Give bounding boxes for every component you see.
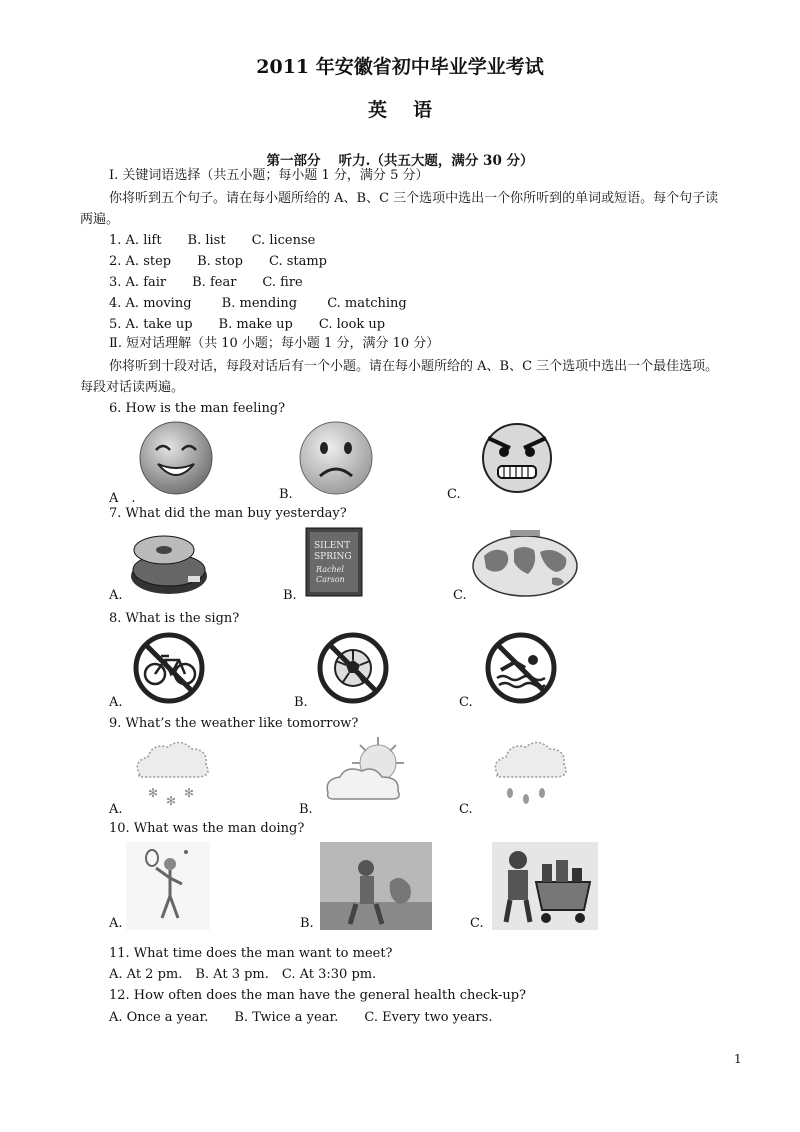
world-map-picture [470, 526, 580, 600]
question-10: 10. What was the man doing? [109, 821, 305, 836]
section-two-instruction-cont: 每段对话读两遍。 [80, 380, 185, 395]
no-football-sign-picture [315, 630, 391, 706]
section-one-instruction-cont: 两遍。 [80, 212, 120, 227]
exam-title: 2011 年安徽省初中毕业学业考试 [256, 56, 544, 78]
snowy-cloud-picture [128, 735, 212, 811]
section-two-title: Ⅱ. 短对话理解（共 10 小题；每小题 1 分，满分 10 分） [109, 336, 440, 351]
svg-text:✻: ✻ [184, 786, 195, 800]
exam-subject: 英语 [367, 99, 458, 121]
q10-option-a-label: A. [109, 916, 123, 931]
q7-option-c-label: C. [453, 588, 467, 603]
section-one-instruction: 你将听到五个句子。请在每小题所给的 A、B、C 三个选项中选出一个你所听到的单词或短语。每个句子读 [109, 191, 719, 206]
q6-option-b-label: B. [279, 487, 293, 502]
q9-option-c-label: C. [459, 802, 473, 817]
section-two-instruction: 你将听到十段对话，每段对话后有一个小题。请在每小题所给的 A、B、C 三个选项中选出一个最佳选项。 [109, 359, 719, 374]
question-2: 2. A. step B. stop C. stamp [109, 254, 328, 269]
shopping-cart-picture [492, 842, 598, 930]
book-picture [304, 526, 364, 598]
happy-face-picture [136, 420, 216, 496]
book-line-4: Carson [316, 575, 345, 584]
q8-option-b-label: B. [294, 695, 308, 710]
question-1: 1. A. lift B. list C. license [109, 233, 316, 248]
q9-option-b-label: B. [299, 802, 313, 817]
question-4: 4. A. moving B. mending C. matching [109, 296, 407, 311]
rainy-cloud-picture [486, 735, 570, 811]
question-9: 9. What’s the weather like tomorrow? [109, 716, 359, 731]
question-12-options: A. Once a year. B. Twice a year. C. Every two years. [109, 1010, 493, 1025]
cd-player-picture [126, 526, 212, 598]
no-bicycle-sign-picture [131, 630, 207, 706]
q7-option-b-label: B. [283, 588, 297, 603]
no-swimming-sign-picture [481, 630, 561, 706]
playing-tennis-picture [126, 842, 210, 930]
question-8: 8. What is the sign? [109, 611, 240, 626]
part-one-heading: 第一部分 听力.（共五大题，满分 30 分） [266, 153, 534, 169]
q9-option-a-label: A. [109, 802, 123, 817]
book-line-1: SILENT [314, 541, 351, 551]
q10-option-c-label: C. [470, 916, 484, 931]
sunny-cloud-picture [320, 733, 424, 811]
book-line-2: SPRING [314, 552, 352, 562]
question-6: 6. How is the man feeling? [109, 401, 286, 416]
q10-option-b-label: B. [300, 916, 314, 931]
angry-face-picture [466, 420, 568, 496]
question-12: 12. How often does the man have the general health check-up? [109, 988, 527, 1003]
question-7: 7. What did the man buy yesterday? [109, 506, 347, 521]
question-11-options: A. At 2 pm. B. At 3 pm. C. At 3:30 pm. [109, 967, 377, 982]
sad-face-picture [296, 420, 376, 496]
page-number: 1 [734, 1052, 742, 1066]
svg-text:✻: ✻ [166, 794, 177, 808]
question-5: 5. A. take up B. make up C. look up [109, 317, 386, 332]
book-line-3: Rachel [316, 565, 344, 574]
question-3: 3. A. fair B. fear C. fire [109, 275, 303, 290]
gardening-picture [320, 842, 432, 930]
section-one-title: Ⅰ. 关键词语选择（共五小题；每小题 1 分，满分 5 分） [109, 168, 429, 183]
q8-option-a-label: A. [109, 695, 123, 710]
question-11: 11. What time does the man want to meet? [109, 946, 393, 961]
q6-option-c-label: C. [447, 487, 461, 502]
q6-option-a-label: A . [109, 491, 136, 506]
q8-option-c-label: C. [459, 695, 473, 710]
q7-option-a-label: A. [109, 588, 123, 603]
svg-text:✻: ✻ [148, 786, 159, 800]
